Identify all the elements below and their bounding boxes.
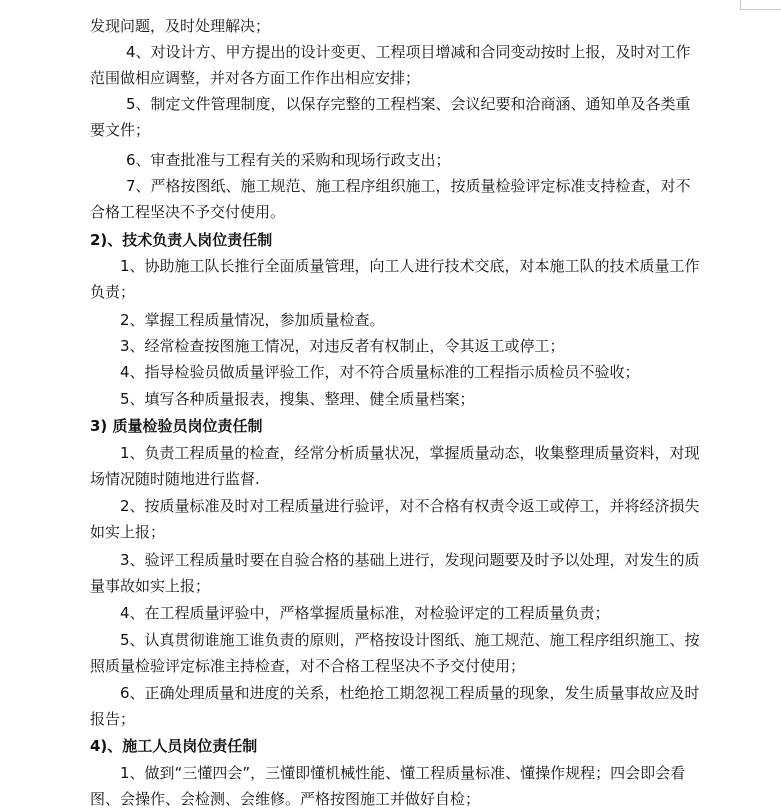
paragraph-line: 1、负责工程质量的检查，经常分析质量状况，掌握质量动态，收集整理质量资料，对现 — [120, 444, 700, 462]
paragraph-line: 场情况随时随地进行监督. — [90, 470, 260, 488]
page-corner-mark — [740, 0, 781, 10]
paragraph-line: 负责； — [90, 283, 136, 301]
paragraph-line: 范围做相应调整，并对各方面工作作出相应安排； — [90, 69, 421, 87]
paragraph-line: 发现问题，及时处理解决； — [90, 17, 271, 35]
section-heading-technical-lead: 2)、技术负责人岗位责任制 — [90, 231, 273, 249]
paragraph-line: 报告； — [90, 710, 136, 728]
paragraph-line: 6、正确处理质量和进度的关系，杜绝抢工期忽视工程质量的现象，发生质量事故应及时 — [120, 684, 700, 702]
paragraph-line: 合格工程坚决不予交付使用。 — [90, 203, 286, 221]
paragraph-line: 4、指导检验员做质量评验工作，对不符合质量标准的工程指示质检员不验收； — [120, 363, 640, 381]
paragraph-line: 如实上报； — [90, 523, 166, 541]
paragraph-line: 4、对设计方、甲方提出的设计变更、工程项目增减和合同变动按时上报，及时对工作 — [126, 43, 691, 61]
paragraph-line: 4、在工程质量评验中，严格掌握质量标准，对检验评定的工程质量负责； — [120, 604, 610, 622]
paragraph-line: 量事故如实上报； — [90, 577, 211, 595]
section-heading-construction-staff: 4)、施工人员岗位责任制 — [90, 737, 258, 755]
paragraph-line: 要文件； — [90, 121, 151, 139]
paragraph-line: 1、协助施工队长推行全面质量管理，向工人进行技术交底，对本施工队的技术质量工作 — [120, 257, 700, 275]
paragraph-line: 照质量检验评定标准主持检查，对不合格工程坚决不予交付使用； — [90, 657, 526, 675]
paragraph-line: 2、掌握工程质量情况，参加质量检查。 — [120, 311, 385, 329]
section-heading-quality-inspector: 3) 质量检验员岗位责任制 — [90, 417, 263, 435]
paragraph-line: 5、认真贯彻谁施工谁负责的原则，严格按设计图纸、施工规范、施工程序组织施工、按 — [120, 631, 700, 649]
paragraph-line: 6、审查批准与工程有关的采购和现场行政支出； — [126, 151, 451, 169]
paragraph-line: 3、验评工程质量时要在自验合格的基础上进行，发现问题要及时予以处理，对发生的质 — [120, 551, 700, 569]
paragraph-line: 图、会操作、会检测、会维修。严格按图施工并做好自检； — [90, 790, 481, 808]
paragraph-line: 1、做到“三懂四会”，三懂即懂机械性能、懂工程质量标准、懂操作规程；四会即会看 — [120, 764, 686, 782]
paragraph-line: 5、填写各种质量报表，搜集、整理、健全质量档案； — [120, 390, 475, 408]
paragraph-line: 3、经常检查按图施工情况，对违反者有权制止，令其返工或停工； — [120, 337, 565, 355]
paragraph-line: 7、严格按图纸、施工规范、施工程序组织施工，按质量检验评定标准支持检查，对不 — [126, 177, 691, 195]
paragraph-line: 2、按质量标准及时对工程质量进行验评，对不合格有权责令返工或停工，并将经济损失 — [120, 497, 700, 515]
paragraph-line: 5、制定文件管理制度，以保存完整的工程档案、会议纪要和洽商涵、通知单及各类重 — [126, 95, 691, 113]
